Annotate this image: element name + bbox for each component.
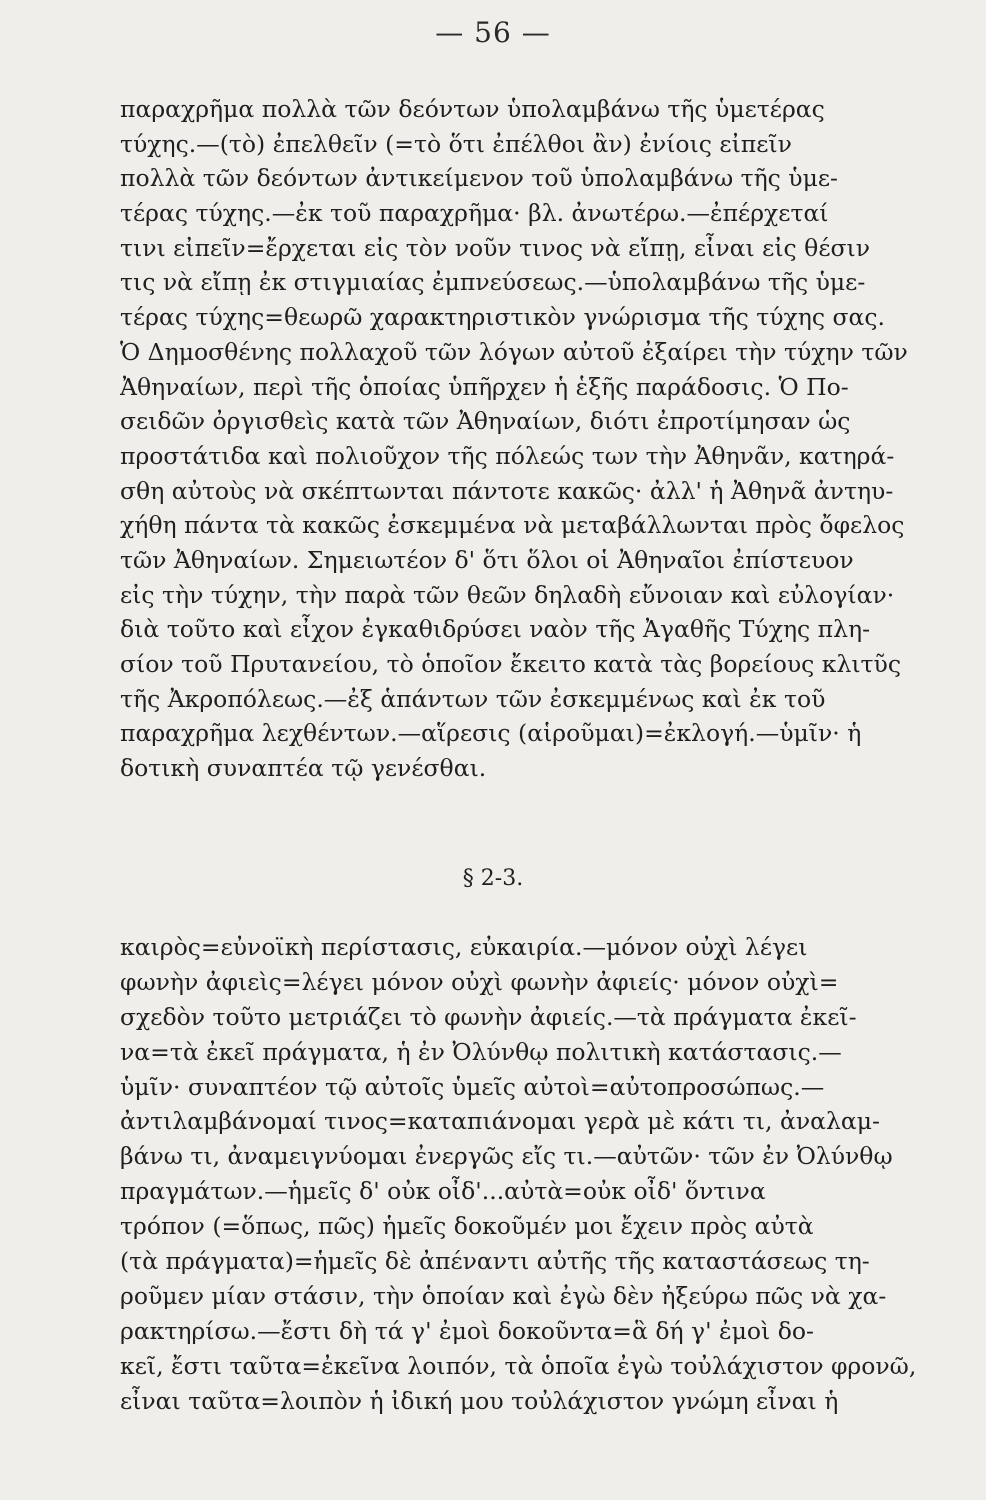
text-line: ὑμῖν· συναπτέον τῷ αὐτοῖς ὑμεῖς αὐτοὶ=αὐτοπροσώπως.— [120,1072,825,1101]
text-line: προστάτιδα καὶ πολιοῦχον τῆς πόλεώς των τὴν Ἀθηνᾶν, κατηρά- [120,441,895,470]
text-line: τῶν Ἀθηναίων. Σημειωτέον δ' ὅτι ὅλοι οἱ Ἀθηναῖοι ἐπίστευον [120,545,854,574]
text-line: τινι εἰπεῖν=ἔρχεται εἰς τὸν νοῦν τινος νὰ εἴπῃ, εἶναι εἰς θέσιν [120,233,871,262]
text-line: ροῦμεν μίαν στάσιν, τὴν ὁποίαν καὶ ἐγὼ δὲν ἠξεύρω πῶς νὰ χα- [120,1281,887,1310]
text-line: παραχρῆμα πολλὰ τῶν δεόντων ὑπολαμβάνω τῆς ὑμετέρας [120,95,825,123]
text-line: Ὁ Δημοσθένης πολλαχοῦ τῶν λόγων αὐτοῦ ἐξαίρει τὴν τύχην τῶν [120,337,908,366]
text-line: εἶναι ταῦτα=λοιπὸν ἡ ἰδική μου τοὐλάχιστον γνώμη εἶναι ἡ [120,1386,839,1415]
text-line: δοτικὴ συναπτέα τῷ γενέσθαι. [120,754,487,783]
text-line: τῆς Ἀκροπόλεως.—ἐξ ἁπάντων τῶν ἐσκεμμένως καὶ ἐκ τοῦ [120,684,826,713]
text-line: καιρὸς=εὐνοϊκὴ περίστασις, εὐκαιρία.—μόνον οὐχὶ λέγει [120,933,808,961]
text-line: κεῖ, ἔστι ταῦτα=ἐκεῖνα λοιπόν, τὰ ὁποῖα ἐγὼ τοὐλάχιστον φρονῶ, [120,1351,917,1380]
text-line: σειδῶν ὀργισθεὶς κατὰ τῶν Ἀθηναίων, διότι ἐπροτίμησαν ὡς [120,407,851,436]
text-line: Ἀθηναίων, περὶ τῆς ὁποίας ὑπῆρχεν ἡ ἑξῆς παράδοσις. Ὁ Πο- [120,372,849,401]
text-line: τέρας τύχης=θεωρῶ χαρακτηριστικὸν γνώρισμα τῆς τύχης σας. [120,303,885,332]
text-line: να=τὰ ἐκεῖ πράγματα, ἡ ἐν Ὀλύνθῳ πολιτικὴ κατάστασις.— [120,1037,842,1066]
text-line: φωνὴν ἀφιεὶς=λέγει μόνον οὐχὶ φωνὴν ἀφιείς· μόνον οὐχὶ= [120,967,839,996]
text-line: παραχρῆμα λεχθέντων.—αἵρεσις (αἱροῦμαι)=ἐκλογή.—ὑμῖν· ἡ [120,719,862,748]
text-line: (τὰ πράγματα)=ἡμεῖς δὲ ἀπέναντι αὐτῆς τῆς καταστάσεως τη- [120,1247,870,1276]
text-line: διὰ τοῦτο καὶ εἶχον ἐγκαθιδρύσει ναὸν τῆς Ἀγαθῆς Τύχης πλη- [120,615,871,644]
text-line: βάνω τι, ἀναμειγνύομαι ἐνεργῶς εἴς τι.—αὐτῶν· τῶν ἐν Ὀλύνθῳ [120,1142,893,1171]
text-line: τις νὰ εἴπῃ ἐκ στιγμιαίας ἐμπνεύσεως.—ὑπολαμβάνω τῆς ὑμε- [120,268,866,297]
text-line: τέρας τύχης.—ἐκ τοῦ παραχρῆμα· βλ. ἀνωτέρω.—ἐπέρχεταί [120,199,829,228]
text-line: τρόπον (=ὅπως, πῶς) ἡμεῖς δοκοῦμέν μοι ἔχειν πρὸς αὐτὰ [120,1212,814,1241]
text-line: πολλὰ τῶν δεόντων ἀντικείμενον τοῦ ὑπολαμβάνω τῆς ὑμε- [120,164,838,193]
text-line: ἀντιλαμβάνομαί τινος=καταπιάνομαι γερὰ μὲ κάτι τι, ἀναλαμ- [120,1107,880,1136]
text-line: εἰς τὴν τύχην, τὴν παρὰ τῶν θεῶν δηλαδὴ εὔνοιαν καὶ εὐλογίαν· [120,580,895,609]
text-line: σίον τοῦ Πρυτανείου, τὸ ὁποῖον ἔκειτο κατὰ τὰς βορείους κλιτῦς [120,650,902,678]
section-heading: § 2-3. [462,866,524,891]
text-line: ρακτηρίσω.—ἔστι δὴ τά γ' ἐμοὶ δοκοῦντα=ἃ δή γ' ἐμοὶ δο- [120,1316,814,1345]
text-line: χήθη πάντα τὰ κακῶς ἐσκεμμένα νὰ μεταβάλλωνται πρὸς ὄφελος [120,511,905,540]
commentary-block-1 [120,92,920,786]
page-number: — 56 — [435,16,551,49]
text-line: τύχης.—(τὸ) ἐπελθεῖν (=τὸ ὅτι ἐπέλθοι ἂν) ἐνίοις εἰπεῖν [120,129,792,158]
commentary-block-2 [120,930,920,1418]
text-line: σχεδὸν τοῦτο μετριάζει τὸ φωνὴν ἀφιείς.—τὰ πράγματα ἐκεῖ- [120,1002,857,1031]
text-line: πραγμάτων.—ἡμεῖς δ' οὐκ οἶδ'...αὐτὰ=οὐκ οἶδ' ὅντινα [120,1177,766,1206]
text-line: σθη αὐτοὺς νὰ σκέπτωνται πάντοτε κακῶς· ἀλλ' ἡ Ἀθηνᾶ ἀντηυ- [120,476,894,505]
